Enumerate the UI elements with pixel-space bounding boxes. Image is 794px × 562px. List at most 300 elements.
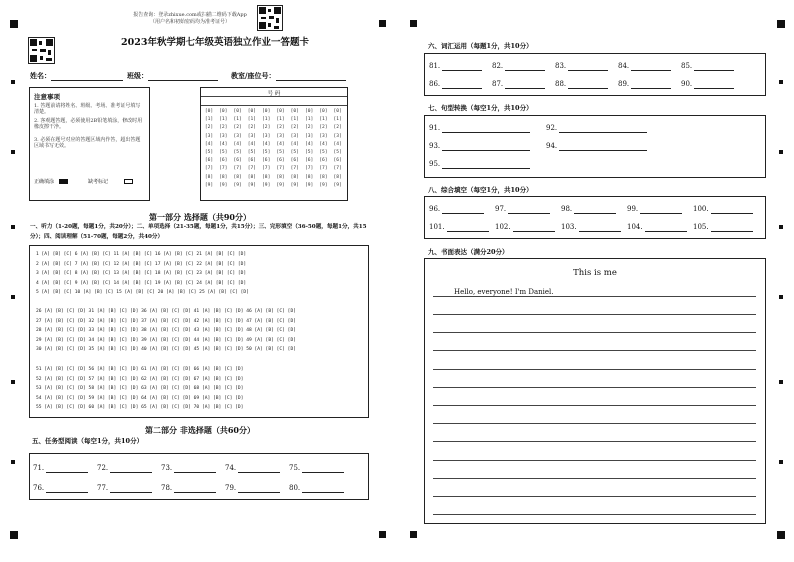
timing-mark xyxy=(779,150,783,154)
part1-title: 第一部分 选择题（共90分） xyxy=(149,212,251,222)
student-id-bubble[interactable]: [1] xyxy=(276,117,285,123)
corner-marker-mid-left-bottom xyxy=(379,531,386,538)
student-id-bubble[interactable]: [5] xyxy=(290,150,299,156)
student-id-bubble[interactable]: [3] xyxy=(262,133,271,139)
student-id-bubble[interactable]: [7] xyxy=(262,166,271,172)
download-instruction: 报告查询：登录zhixue.com或扫描二维码下载App xyxy=(133,12,247,18)
question-number: 90. xyxy=(681,80,693,88)
question-number: 75. xyxy=(289,464,301,472)
timing-mark xyxy=(11,225,15,229)
question-number: 89. xyxy=(618,80,630,88)
question-number: 81. xyxy=(429,62,441,70)
question-number: 95. xyxy=(429,160,441,168)
answer-blank[interactable] xyxy=(429,124,530,133)
absent-mark-box[interactable] xyxy=(124,179,133,184)
student-id-bubble[interactable]: [2] xyxy=(262,125,271,131)
student-id-bubble[interactable]: [7] xyxy=(247,166,257,172)
student-id-column[interactable] xyxy=(276,108,286,190)
answer-bubble-row[interactable]: 52 [A] [B] [C] [D] 57 [A] [B] [C] [D] 62 [A] [B] [C] [D] 67 [A] [B] [C] [D] xyxy=(36,376,244,382)
question-number: 97. xyxy=(495,205,507,213)
answer-line[interactable] xyxy=(447,224,489,232)
answer-line[interactable] xyxy=(302,485,344,493)
student-id-bubble[interactable]: [9] xyxy=(319,182,328,188)
student-id-bubble[interactable]: [4] xyxy=(219,141,228,147)
answer-line[interactable] xyxy=(442,161,530,169)
question-number: 99. xyxy=(627,205,639,213)
student-id-bubble[interactable]: [8] xyxy=(290,174,299,180)
question-number: 78. xyxy=(161,484,173,492)
answer-line[interactable] xyxy=(110,465,152,473)
student-id-bubble[interactable]: [1] xyxy=(319,117,328,123)
section8-title: 八、综合填空（每空1分，共10分） xyxy=(428,186,533,194)
student-id-bubble[interactable]: [4] xyxy=(276,141,285,147)
student-id-label: 号 码 xyxy=(267,91,281,97)
answer-bubble-row[interactable]: 26 [A] [B] [C] [D] 31 [A] [B] [C] [D] 36 [A] [B] [C] [D] 41 [A] [B] [C] [D] 46 [A] [B] [C] [D] xyxy=(36,309,296,314)
student-id-column[interactable] xyxy=(261,108,271,190)
question-number: 92. xyxy=(546,124,558,132)
answer-line[interactable] xyxy=(505,81,545,89)
answer-line[interactable] xyxy=(559,143,647,151)
answer-bubble-row[interactable]: 2 [A] [B] [C] 7 [A] [B] [C] 12 [A] [B] [C] 17 [A] [B] [C] 22 [A] [B] [C] [D] xyxy=(36,261,247,267)
student-id-bubble[interactable]: [4] xyxy=(233,141,242,147)
answer-blank[interactable] xyxy=(561,223,621,232)
student-id-bubble[interactable]: [9] xyxy=(233,182,242,188)
answer-blank[interactable] xyxy=(97,464,152,473)
app-qr-code xyxy=(257,5,283,31)
student-id-bubble[interactable]: [6] xyxy=(247,158,257,164)
student-id-bubble[interactable]: [2] xyxy=(219,125,228,131)
student-id-bubble[interactable]: [9] xyxy=(204,182,214,188)
corner-marker-top-right xyxy=(777,20,785,28)
answer-line[interactable] xyxy=(711,224,753,232)
answer-blank[interactable] xyxy=(289,464,344,473)
student-id-bubble[interactable]: [6] xyxy=(233,158,242,164)
download-note: （用户名和初始密码均为准考证号） xyxy=(149,19,230,25)
student-id-bubble[interactable]: [2] xyxy=(247,125,257,131)
answer-bubble-row[interactable]: 1 [A] [B] [C] 6 [A] [B] [C] 11 [A] [B] [C] 16 [A] [B] [C] 21 [A] [B] [C] [D] xyxy=(36,252,247,257)
question-number: 102. xyxy=(495,223,511,231)
timing-mark xyxy=(779,380,783,384)
answer-blank[interactable] xyxy=(429,205,484,214)
student-id-bubble[interactable]: [1] xyxy=(219,117,228,123)
student-id-bubble[interactable]: [7] xyxy=(219,166,228,172)
student-id-bubble[interactable]: [8] xyxy=(262,174,271,180)
student-id-bubble[interactable]: [4] xyxy=(304,141,314,147)
question-number: 82. xyxy=(492,62,504,70)
student-id-bubble[interactable]: [9] xyxy=(304,182,314,188)
question-number: 84. xyxy=(618,62,630,70)
student-id-bubble[interactable]: [7] xyxy=(319,166,328,172)
answer-blank[interactable] xyxy=(429,160,530,169)
timing-mark xyxy=(11,380,15,384)
student-id-bubble[interactable]: [5] xyxy=(219,150,228,156)
student-id-column[interactable] xyxy=(247,108,257,190)
answer-bubble-row[interactable]: 3 [A] [B] [C] 8 [A] [B] [C] 13 [A] [B] [C] 18 [A] [B] [C] 23 [A] [B] [C] [D] xyxy=(36,271,247,276)
answer-line[interactable] xyxy=(559,125,647,133)
essay-writing-line[interactable] xyxy=(433,350,756,351)
essay-writing-line[interactable] xyxy=(433,478,756,479)
student-id-bubble[interactable]: [3] xyxy=(333,133,342,139)
answer-bubble-row[interactable]: 51 [A] [B] [C] [D] 56 [A] [B] [C] [D] 61 [A] [B] [C] [D] 66 [A] [B] [C] [D] xyxy=(36,367,244,372)
student-id-bubble[interactable]: [7] xyxy=(276,166,285,172)
student-id-bubble[interactable]: [5] xyxy=(304,150,314,156)
student-id-bubble[interactable]: [0] xyxy=(319,109,328,114)
student-id-bubble[interactable]: [9] xyxy=(333,182,342,188)
name-field[interactable] xyxy=(30,71,123,81)
student-id-bubble[interactable]: [2] xyxy=(233,125,242,131)
notice-box xyxy=(29,87,150,201)
student-id-bubble[interactable]: [1] xyxy=(333,117,342,123)
answer-blank[interactable] xyxy=(33,464,88,473)
student-id-bubble[interactable]: [7] xyxy=(333,166,342,172)
answer-line[interactable] xyxy=(442,81,482,89)
student-id-bubble[interactable]: [0] xyxy=(204,109,214,114)
answer-line[interactable] xyxy=(568,63,608,71)
essay-writing-line[interactable] xyxy=(433,441,756,442)
student-id-bubble[interactable]: [6] xyxy=(333,158,342,164)
question-number: 94. xyxy=(546,142,558,150)
student-id-bubble[interactable]: [3] xyxy=(219,133,228,139)
question-number: 88. xyxy=(555,80,567,88)
question-number: 72. xyxy=(97,464,109,472)
answer-blank[interactable] xyxy=(492,80,545,89)
part1-description: 一、听力（1-20题，每题1分，共20分）；二、单项选择（21-35题，每题1分，共15分）；三、完形填空（36-50题，每题1分，共15分）；四、阅读理解（51-70题，每题2分，共40分） xyxy=(30,224,367,240)
answer-blank[interactable] xyxy=(97,484,152,493)
student-id-bubble[interactable]: [6] xyxy=(319,158,328,164)
student-id-column[interactable] xyxy=(318,108,328,190)
answer-blank[interactable] xyxy=(627,223,687,232)
answer-blank[interactable] xyxy=(161,464,216,473)
answer-bubble-row[interactable]: 5 [A] [B] [C] 10 [A] [B] [C] 15 [A] [B] [C] 20 [A] [B] [C] 25 [A] [B] [C] [D] xyxy=(36,290,249,295)
name-label: 姓名： xyxy=(30,71,51,80)
question-number: 86. xyxy=(429,80,441,88)
section5-answer-box xyxy=(29,453,369,500)
answer-blank[interactable] xyxy=(429,62,482,71)
answer-line[interactable] xyxy=(694,81,734,89)
student-id-bubble[interactable]: [8] xyxy=(304,174,314,180)
student-id-bubble[interactable]: [1] xyxy=(233,117,242,123)
student-id-bubble[interactable]: [2] xyxy=(304,125,314,131)
question-number: 96. xyxy=(429,205,441,213)
answer-line[interactable] xyxy=(574,206,616,214)
question-number: 91. xyxy=(429,124,441,132)
student-id-bubble[interactable]: [0] xyxy=(262,109,271,114)
corner-marker-mid-right-top xyxy=(410,20,417,27)
student-id-bubble[interactable]: [6] xyxy=(262,158,271,164)
question-number: 74. xyxy=(225,464,237,472)
essay-title: This is me xyxy=(573,268,617,278)
student-id-bubble[interactable]: [3] xyxy=(233,133,242,139)
question-number: 100. xyxy=(693,205,709,213)
student-id-bubble[interactable]: [4] xyxy=(247,141,257,147)
student-id-bubble[interactable]: [8] xyxy=(247,174,257,180)
question-number: 98. xyxy=(561,205,573,213)
answer-bubble-row[interactable]: 27 [A] [B] [C] [D] 32 [A] [B] [C] [D] 37 [A] [B] [C] [D] 42 [A] [B] [C] [D] 47 [A] [B] [C] [D] xyxy=(36,318,296,324)
answer-blank[interactable] xyxy=(555,80,608,89)
absent-mark[interactable] xyxy=(88,178,133,185)
answer-line[interactable] xyxy=(513,224,555,232)
student-id-column[interactable] xyxy=(204,108,214,190)
essay-writing-line[interactable] xyxy=(433,460,756,461)
student-id-bubble[interactable]: [8] xyxy=(333,174,342,180)
answer-line[interactable] xyxy=(631,63,671,71)
section6-title: 六、词汇运用（每题1分，共10分） xyxy=(428,42,533,50)
answer-blank[interactable] xyxy=(561,205,616,214)
question-number: 83. xyxy=(555,62,567,70)
essay-writing-line[interactable] xyxy=(433,405,756,406)
student-id-bubble[interactable]: [5] xyxy=(333,150,342,156)
answer-blank[interactable] xyxy=(546,142,647,151)
answer-line[interactable] xyxy=(46,485,88,493)
student-id-bubble[interactable]: [3] xyxy=(290,133,299,139)
answer-line[interactable] xyxy=(508,206,550,214)
student-id-bubble[interactable]: [7] xyxy=(304,166,314,172)
student-id-bubble[interactable]: [3] xyxy=(276,133,285,139)
answer-line[interactable] xyxy=(442,143,530,151)
answer-blank[interactable] xyxy=(225,464,280,473)
question-number: 101. xyxy=(429,223,445,231)
answer-line[interactable] xyxy=(645,224,687,232)
student-id-bubble[interactable]: [2] xyxy=(276,125,285,131)
question-number: 104. xyxy=(627,223,643,231)
corner-marker-mid-left-top xyxy=(379,20,386,27)
student-id-bubble[interactable]: [8] xyxy=(219,174,228,180)
answer-line[interactable] xyxy=(238,485,280,493)
student-id-column[interactable] xyxy=(290,108,300,190)
question-number: 93. xyxy=(429,142,441,150)
correct-fill-label: 正确填涂 xyxy=(34,179,55,185)
student-id-bubble[interactable]: [6] xyxy=(219,158,228,164)
essay-writing-line[interactable] xyxy=(433,514,756,515)
student-id-bubble[interactable]: [9] xyxy=(219,182,228,188)
corner-marker-bottom-right xyxy=(777,531,785,539)
notice-title: 注意事项 xyxy=(34,93,60,101)
class-field[interactable] xyxy=(127,71,218,81)
student-id-bubble[interactable]: [9] xyxy=(290,182,299,188)
essay-box[interactable] xyxy=(424,258,766,524)
section9-title: 九、书面表达（满分20分） xyxy=(428,248,509,256)
answer-blank[interactable] xyxy=(161,484,216,493)
seat-field[interactable] xyxy=(231,71,346,81)
answer-line[interactable] xyxy=(110,485,152,493)
essay-writing-line[interactable] xyxy=(433,496,756,497)
student-id-bubble[interactable]: [2] xyxy=(319,125,328,131)
student-id-column[interactable] xyxy=(233,108,243,190)
student-id-bubble[interactable]: [2] xyxy=(333,125,342,131)
essay-writing-line[interactable] xyxy=(433,387,756,388)
notice-line-1: 1. 答题前请将姓名、班级、考场、准考证号填写清楚。 xyxy=(34,103,141,115)
answer-blank[interactable] xyxy=(33,484,88,493)
student-id-bubble[interactable]: [0] xyxy=(304,109,314,114)
student-id-bubble[interactable]: [7] xyxy=(233,166,242,172)
answer-bubble-row[interactable]: 55 [A] [B] [C] [D] 60 [A] [B] [C] [D] 65 [A] [B] [C] [D] 70 [A] [B] [C] [D] xyxy=(36,405,244,410)
question-number: 103. xyxy=(561,223,577,231)
answer-blank[interactable] xyxy=(618,80,671,89)
answer-blank[interactable] xyxy=(627,205,682,214)
essay-writing-line[interactable] xyxy=(433,314,756,315)
student-id-bubble[interactable]: [6] xyxy=(304,158,314,164)
answer-blank[interactable] xyxy=(546,124,647,133)
student-id-bubble[interactable]: [4] xyxy=(262,141,271,147)
question-number: 87. xyxy=(492,80,504,88)
answer-line[interactable] xyxy=(174,485,216,493)
answer-bubble-row[interactable]: 4 [A] [B] [C] 9 [A] [B] [C] 14 [A] [B] [C] 19 [A] [B] [C] 24 [A] [B] [C] [D] xyxy=(36,280,247,286)
answer-bubble-row[interactable]: 54 [A] [B] [C] [D] 59 [A] [B] [C] [D] 64 [A] [B] [C] [D] 69 [A] [B] [C] [D] xyxy=(36,395,244,401)
answer-line[interactable] xyxy=(505,63,545,71)
page-title: 2023年秋学期七年级英语独立作业一答题卡 xyxy=(121,37,309,48)
answer-line[interactable] xyxy=(694,63,734,71)
sheet-qr-code xyxy=(28,37,55,64)
corner-marker-mid-right-bottom xyxy=(410,531,417,538)
timing-mark xyxy=(779,225,783,229)
objective-answer-area xyxy=(29,245,369,418)
answer-bubble-row[interactable]: 30 [A] [B] [C] [D] 35 [A] [B] [C] [D] 40 [A] [B] [C] [D] 45 [A] [B] [C] [D] 50 [A] [B] [C] [D] xyxy=(36,347,296,352)
student-id-bubble[interactable]: [4] xyxy=(290,141,299,147)
student-id-bubble[interactable]: [8] xyxy=(233,174,242,180)
essay-writing-line[interactable] xyxy=(433,369,756,370)
answer-blank[interactable] xyxy=(693,205,753,214)
student-id-column[interactable] xyxy=(333,108,343,190)
student-id-bubble[interactable]: [6] xyxy=(290,158,299,164)
question-number: 80. xyxy=(289,484,301,492)
question-number: 76. xyxy=(33,484,45,492)
student-id-bubble[interactable]: [7] xyxy=(204,166,214,172)
student-id-bubble[interactable]: [5] xyxy=(319,150,328,156)
student-id-bubble[interactable]: [8] xyxy=(204,174,214,180)
student-id-bubble[interactable]: [1] xyxy=(247,117,257,123)
student-id-bubble[interactable]: [9] xyxy=(276,182,285,188)
student-id-bubble[interactable]: [0] xyxy=(219,109,228,114)
correct-fill-example xyxy=(34,178,68,185)
student-id-bubble[interactable]: [7] xyxy=(290,166,299,172)
timing-mark xyxy=(779,80,783,84)
answer-line[interactable] xyxy=(568,81,608,89)
student-id-bubble[interactable]: [6] xyxy=(276,158,285,164)
student-id-bubble[interactable]: [5] xyxy=(204,150,214,156)
student-id-bubble[interactable]: [3] xyxy=(247,133,257,139)
section5-title: 五、任务型阅读（每空1分，共10分） xyxy=(32,437,144,445)
student-id-bubble[interactable]: [0] xyxy=(247,109,257,114)
section7-title: 七、句型转换（每空1分，共10分） xyxy=(428,104,533,112)
answer-line[interactable] xyxy=(442,206,484,214)
question-number: 79. xyxy=(225,484,237,492)
student-id-bubble[interactable]: [5] xyxy=(233,150,242,156)
answer-blank[interactable] xyxy=(555,62,608,71)
answer-blank[interactable] xyxy=(225,484,280,493)
answer-blank[interactable] xyxy=(429,142,530,151)
student-id-bubble[interactable]: [0] xyxy=(276,109,285,114)
student-id-bubble[interactable]: [0] xyxy=(233,109,242,114)
corner-marker-top-left xyxy=(10,20,18,28)
class-label: 班级： xyxy=(127,71,148,80)
answer-line[interactable] xyxy=(46,465,88,473)
student-id-bubble[interactable]: [2] xyxy=(204,125,214,131)
answer-blank[interactable] xyxy=(429,80,482,89)
essay-first-sentence: Hello, everyone! I'm Daniel. xyxy=(454,288,554,296)
timing-mark xyxy=(11,150,15,154)
answer-blank[interactable] xyxy=(495,223,555,232)
student-id-bubble[interactable]: [8] xyxy=(276,174,285,180)
student-id-bubble[interactable]: [9] xyxy=(247,182,257,188)
question-number: 105. xyxy=(693,223,709,231)
student-id-bubble[interactable]: [3] xyxy=(304,133,314,139)
absent-mark-label: 缺考标记 xyxy=(88,179,109,185)
part2-title: 第二部分 非选择题（共60分） xyxy=(145,425,255,435)
answer-line[interactable] xyxy=(640,206,682,214)
student-id-bubble[interactable]: [1] xyxy=(304,117,314,123)
student-id-bubble[interactable]: [5] xyxy=(276,150,285,156)
student-id-bubble[interactable]: [4] xyxy=(333,141,342,147)
answer-blank[interactable] xyxy=(289,484,344,493)
section6-answer-box xyxy=(424,53,766,96)
timing-mark xyxy=(779,295,783,299)
timing-mark xyxy=(11,295,15,299)
student-id-bubble[interactable]: [4] xyxy=(319,141,328,147)
student-id-bubble[interactable]: [3] xyxy=(204,133,214,139)
answer-line[interactable] xyxy=(302,465,344,473)
section7-answer-box xyxy=(424,115,766,178)
essay-writing-line[interactable] xyxy=(433,332,756,333)
answer-blank[interactable] xyxy=(618,62,671,71)
question-number: 73. xyxy=(161,464,173,472)
timing-mark xyxy=(11,80,15,84)
answer-line[interactable] xyxy=(442,63,482,71)
answer-blank[interactable] xyxy=(681,80,734,89)
answer-bubble-row[interactable]: 29 [A] [B] [C] [D] 34 [A] [B] [C] [D] 39 [A] [B] [C] [D] 44 [A] [B] [C] [D] 49 [A] [B] [C] [D] xyxy=(36,337,296,343)
notice-line-2: 2. 客观题答题，必须使用2B铅笔填涂，修改时用橡皮擦干净。 xyxy=(34,118,143,130)
answer-line[interactable] xyxy=(238,465,280,473)
student-id-grid xyxy=(200,87,348,201)
student-id-bubble[interactable]: [5] xyxy=(247,150,257,156)
answer-line[interactable] xyxy=(711,206,753,214)
student-id-bubble[interactable]: [1] xyxy=(204,117,214,123)
answer-blank[interactable] xyxy=(495,205,550,214)
notice-line-3: 3. 必须在题号对应的答题区域内作答，超出答题区域书写无效。 xyxy=(34,137,141,149)
student-id-bubble[interactable]: [1] xyxy=(290,117,299,123)
answer-bubble-row[interactable]: 28 [A] [B] [C] [D] 33 [A] [B] [C] [D] 38 [A] [B] [C] [D] 43 [A] [B] [C] [D] 48 [A] [B] [C] [D] xyxy=(36,328,296,333)
student-id-column[interactable] xyxy=(218,108,228,190)
essay-writing-line[interactable] xyxy=(433,423,756,424)
section8-answer-box xyxy=(424,196,766,239)
answer-line[interactable] xyxy=(442,125,530,133)
student-id-bubble[interactable]: [8] xyxy=(319,174,328,180)
student-id-bubble[interactable]: [5] xyxy=(262,150,271,156)
student-id-bubble[interactable]: [4] xyxy=(204,141,214,147)
student-id-bubble[interactable]: [6] xyxy=(204,158,214,164)
student-id-bubble[interactable]: [9] xyxy=(262,182,271,188)
answer-blank[interactable] xyxy=(429,223,489,232)
answer-line[interactable] xyxy=(174,465,216,473)
answer-blank[interactable] xyxy=(693,223,753,232)
student-id-bubble[interactable]: [0] xyxy=(290,109,299,114)
answer-blank[interactable] xyxy=(681,62,734,71)
question-number: 71. xyxy=(33,464,45,472)
answer-line[interactable] xyxy=(631,81,671,89)
answer-blank[interactable] xyxy=(492,62,545,71)
student-id-column[interactable] xyxy=(304,108,314,190)
student-id-bubble[interactable]: [2] xyxy=(290,125,299,131)
student-id-bubble[interactable]: [3] xyxy=(319,133,328,139)
answer-line[interactable] xyxy=(579,224,621,232)
essay-writing-line[interactable] xyxy=(433,296,756,297)
student-id-bubble[interactable]: [0] xyxy=(333,109,342,114)
timing-mark xyxy=(779,460,783,464)
seat-label: 教室/座位号： xyxy=(231,71,276,80)
question-number: 85. xyxy=(681,62,693,70)
timing-mark xyxy=(11,460,15,464)
answer-bubble-row[interactable]: 53 [A] [B] [C] [D] 58 [A] [B] [C] [D] 63 [A] [B] [C] [D] 68 [A] [B] [C] [D] xyxy=(36,386,244,391)
student-id-bubble[interactable]: [1] xyxy=(262,117,271,123)
